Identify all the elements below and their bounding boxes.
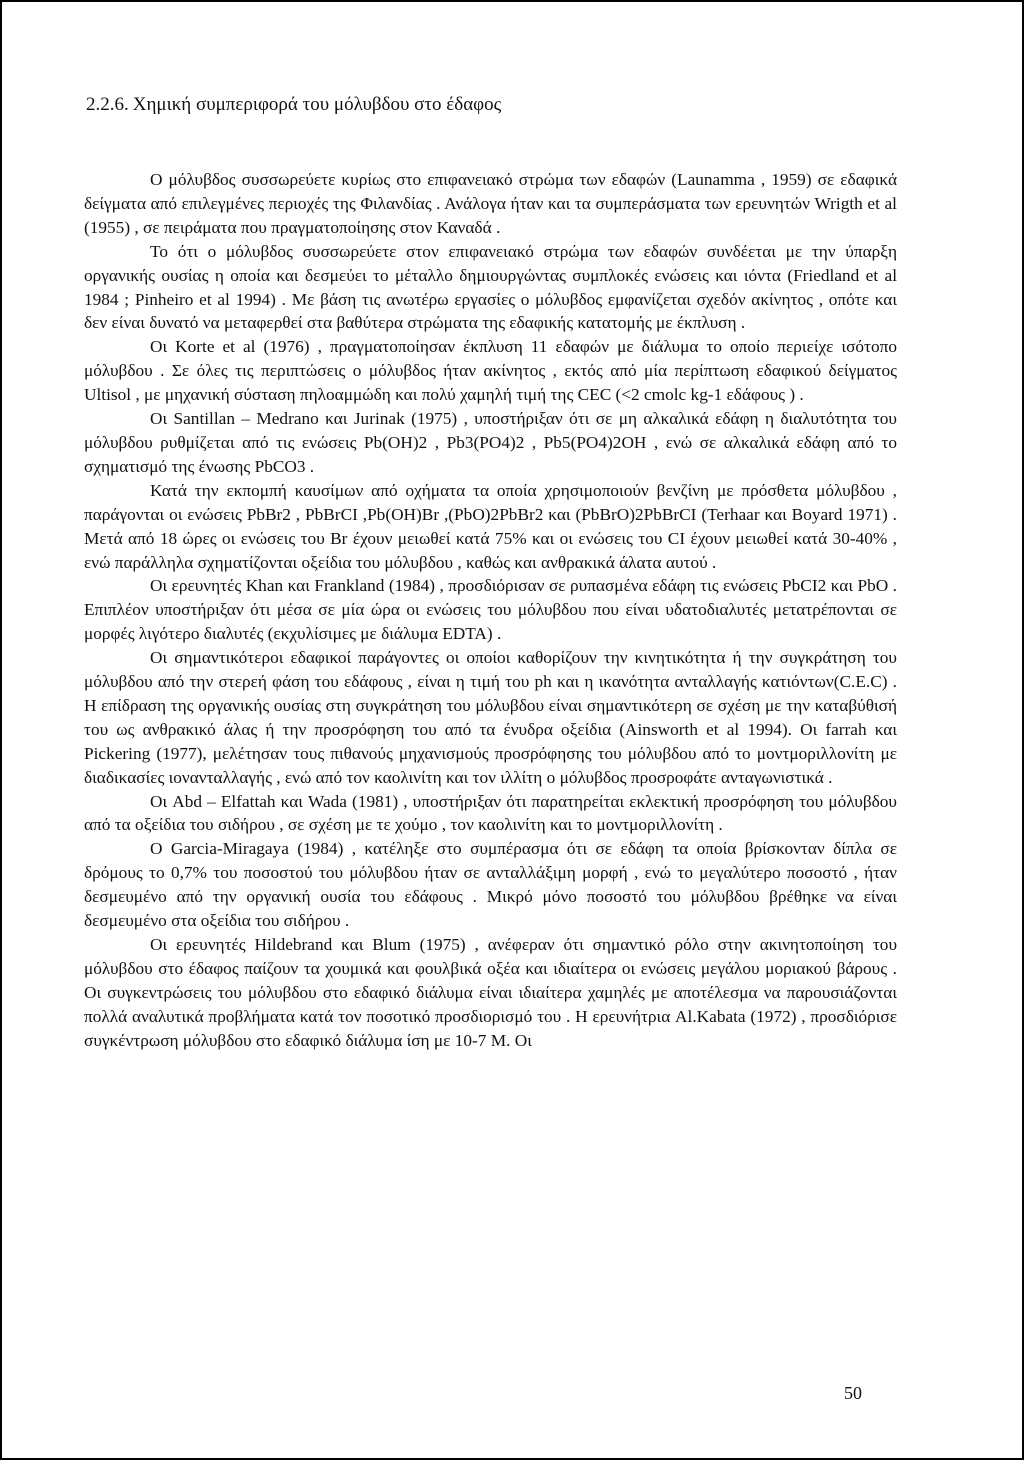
body-text: [84, 168, 897, 1053]
paragraph: Οι σημαντικότεροι εδαφικοί παράγοντες οι οποίοι καθορίζουν την κινητικότητα ή την συγκράτηση του μόλυβδου από την στερεή φάση του εδάφους , είναι η τιμή του ph και η ικανότητα ανταλλαγής κατιόντων(C.E.C) . Η επίδραση της οργανικής ουσίας στη συγκράτηση του μόλυβδου είναι σημαντικότερη σε σχέση με την καταβύθισή του ως ανθρακικό άλας ή την προσρόφηση του από τα ένυδρα οξείδια (Ainsworth et al 1994). Οι farrah και Pickering (1977), μελέτησαν τους πιθανούς μηχανισμούς προσρόφησης του μόλυβδου από το μοντμοριλλονίτη με διαδικασίες ιονανταλλαγής , ενώ από τον καολινίτη και τον ιλλίτη ο μόλυβδος προσροφάτε ανταγωνιστικά .: [84, 648, 897, 787]
paragraph: Το ότι ο μόλυβδος συσσωρεύετε στον επιφανειακό στρώμα των εδαφών συνδέεται με την ύπαρξη οργανικής ουσίας η οποία και δεσμεύει το μέταλλο δημιουργώντας συμπλοκές ενώσεις και ιόντα (Friedland et al 1984 ; Pinheiro et al 1994) . Με βάση τις ανωτέρω εργασίες ο μόλυβδος εμφανίζεται σχεδόν ακίνητος , οπότε και δεν είναι δυνατό να μεταφερθεί στα βαθύτερα στρώματα της εδαφικής κατατομής με έκπλυση .: [84, 241, 897, 333]
paragraph: Ο Garcia-Miragaya (1984) , κατέληξε στο συμπέρασμα ότι σε εδάφη τα οποία βρίσκονταν δίπλα σε δρόμους το 0,7% του ποσοστού του μόλυβδου ήταν σε ανταλλάξιμη μορφή , ενώ το μεγαλύτερο ποσοστό , ήταν δεσμευμένο από την οργανική ουσία του εδάφους . Μικρό μόνο ποσοστό του μόλυβδου βρέθηκε να είναι δεσμευμένο στα οξείδια του σιδήρου .: [84, 839, 897, 931]
section-number: 2.2.6.: [86, 94, 129, 115]
paragraph: Οι Abd – Elfattah και Wada (1981) , υποστήριξαν ότι παρατηρείται εκλεκτική προσρόφηση του μόλυβδου από τα οξείδια του σιδήρου , σε σχέση με τε χούμο , τον καολινίτη και το μοντμοριλλονίτη .: [84, 791, 897, 835]
page-number: 50: [844, 1383, 862, 1403]
paragraph: Οι Korte et al (1976) , πραγματοποίησαν έκπλυση 11 εδαφών με διάλυμα το οποίο περιείχε ισότοπο μόλυβδου . Σε όλες τις περιπτώσεις ο μόλυβδος ήταν ακίνητος , εκτός από μία περίπτωση εδαφικού δείγματος Ultisol , με μηχανική σύσταση πηλοαμμώδη και πολύ χαμηλή τιμή της CEC (<2 cmolc kg-1 εδάφους ) .: [84, 337, 897, 405]
section-heading: [86, 94, 501, 116]
paragraph: Οι Santillan – Medrano και Jurinak (1975) , υποστήριξαν ότι σε μη αλκαλικά εδάφη η διαλυτότητα του μόλυβδου ρυθμίζεται από τις ενώσεις Pb(OH)2 , Pb3(PO4)2 , Pb5(PO4)2OH , ενώ σε αλκαλικά εδάφη από το σχηματισμό της ένωσης PbCO3 .: [84, 409, 897, 476]
paragraph: Οι ερευνητές Khan και Frankland (1984) , προσδιόρισαν σε ρυπασμένα εδάφη τις ενώσεις PbCI2 και PbO . Επιπλέον υποστήριξαν ότι μέσα σε μία ώρα οι ενώσεις του μόλυβδου που είναι υδατοδιαλυτές μετατρέπονται σε μορφές λιγότερο διαλυτές (εκχυλίσιμες με διάλυμα EDTA) .: [84, 576, 897, 644]
section-title: Χημική συμπεριφορά του μόλυβδου στο έδαφος: [132, 94, 502, 115]
paragraph: Ο μόλυβδος συσσωρεύετε κυρίως στο επιφανειακό στρώμα των εδαφών (Launamma , 1959) σε εδαφικά δείγματα από επιλεγμένες περιοχές της Φιλανδίας . Ανάλογα ήταν και τα συμπεράσματα των ερευνητών Wrigth et al (1955) , σε πειράματα που πραγματοποίησης στον Καναδά .: [84, 170, 897, 237]
paragraph: Οι ερευνητές Hildebrand και Blum (1975) , ανέφεραν ότι σημαντικό ρόλο στην ακινητοποίηση του μόλυβδου στο έδαφος παίζουν τα χουμικά και φουλβικά οξέα και ιδιαίτερα οι ενώσεις μεγάλου μοριακού βάρους . Οι συγκεντρώσεις του μόλυβδου στο εδαφικό διάλυμα είναι ιδιαίτερα χαμηλές με αποτέλεσμα να παρουσιάζονται πολλά αναλυτικά προβλήματα κατά τον ποσοτικό προσδιορισμό του . Η ερευνήτρια Al.Kabata (1972) , προσδιόρισε συγκέντρωση μόλυβδου στο εδαφικό διάλυμα ίση με 10-7 M. Οι: [84, 935, 897, 1050]
paragraph: Κατά την εκπομπή καυσίμων από οχήματα τα οποία χρησιμοποιούν βενζίνη με πρόσθετα μόλυβδου , παράγονται οι ενώσεις PbBr2 , PbBrCI ,Pb(OH)Br ,(PbO)2PbBr2 και (PbBrO)2PbBrCI (Terhaar και Boyard 1971) . Μετά από 18 ώρες οι ενώσεις του Br έχουν μειωθεί κατά 75% και οι ενώσεις του CI έχουν μειωθεί κατά 30-40% , ενώ παράλληλα σχηματίζονται οξείδια του μόλυβδου , καθώς και ανθρακικά άλατα αυτού .: [84, 480, 897, 572]
